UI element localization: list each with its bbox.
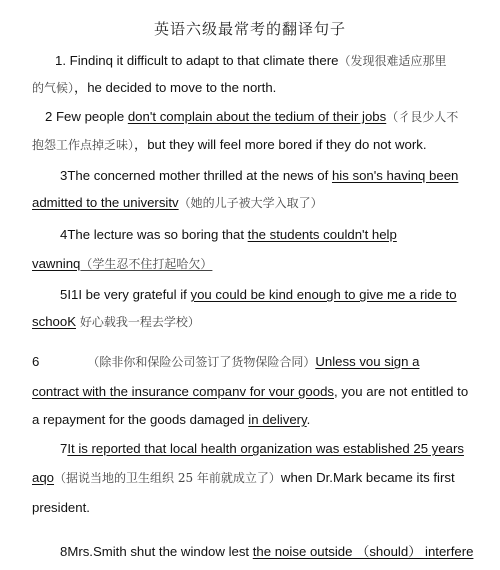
sentence-2-prefix: 2 Few people [45,109,128,124]
sentence-6-line-1 [32,353,419,371]
sentence-6-chinese: （除非你和保险公司签订了货物保险合同） [87,355,316,369]
sentence-8-line-1 [60,543,473,561]
sentence-5-underlined: you could be kind enough to give me a ride to [190,287,457,302]
sentence-7-number: 7 [60,441,68,456]
sentence-6-english-line-3: a repayment for the goods damaged [32,412,249,427]
sentence-5-line-1 [60,286,457,304]
sentence-7-line-1 [60,440,464,458]
sentence-6-underlined-end: in delivery [248,412,307,427]
sentence-6-period: . [306,412,311,427]
sentence-5-chinese: 好心载我一程去学校） [76,315,200,329]
sentence-4-underlined-cont: vawninq [32,256,81,271]
sentence-7-english-cont: when Dr.Mark became its first [280,470,455,485]
sentence-4-line-2 [32,255,212,273]
sentence-3-underlined: his son's havinq been [331,168,459,183]
sentence-2-chinese-cont: 抱怨工作点掉乏味） [32,138,135,152]
sentence-2-english-cont: ，but they will feel more bored if they do not work. [134,137,427,152]
sentence-3-line-2 [32,194,323,212]
sentence-5-prefix: 5I1I be very grateful if [60,287,191,302]
sentence-7-underlined-cont: aqo [32,470,55,485]
sentence-2-underlined: don't complain about the tedium of their jobs [127,109,387,124]
sentence-5-line-2 [32,313,200,331]
sentence-8-prefix: 8Mrs.Smith shut the window lest [60,544,253,559]
sentence-6-underlined-cont: contract with the insurance companv for vour goods [32,384,335,399]
sentence-7-line-2 [32,469,455,487]
sentence-6-line-2 [32,383,468,401]
sentence-7-english-line-3: president. [32,500,90,515]
sentence-7-line-3 [32,499,90,517]
sentence-1-english-cont: ，he decided to move to the north. [74,80,277,95]
sentence-3-chinese: （她的儿子被大学入取了） [178,196,323,210]
sentence-3-line-1 [60,167,458,185]
sentence-6-underlined: Unless vou sign a [315,354,420,369]
sentence-2-line-2 [32,136,426,154]
sentence-1-english: 1. Findinq it difficult to adapt to that climate there [55,53,339,68]
sentence-3-prefix: 3The concerned mother thrilled at the news of [60,168,332,183]
sentence-8-underlined: the noise outside （should） interfere [252,544,474,559]
sentence-7-chinese: （据说当地的卫生组织 25 年前就成立了） [54,471,281,485]
sentence-1-line-1 [0,52,446,70]
sentence-6-english-cont: , you are not entitled to [334,384,469,399]
sentence-4-prefix: 4The lecture was so boring that [60,227,248,242]
sentence-6-line-3 [32,411,310,429]
sentence-2-chinese: （彳艮少人不 [386,110,459,124]
sentence-6-number: 6 [32,354,40,369]
sentence-1-chinese-cont: 的气候） [32,81,75,95]
sentence-2-line-1 [45,108,458,126]
document-title: 英语六级最常考的翻译句子 [153,20,346,38]
sentence-5-underlined-cont: schooK [32,314,76,329]
sentence-4-underlined: the students couldn't help [247,227,397,242]
sentence-1-chinese: （发现很难适应那里 [338,54,447,68]
sentence-4-chinese: （学生忍不住打起哈欠） [80,257,213,271]
sentence-4-line-1 [60,226,397,244]
sentence-7-underlined: It is reported that local health organization was established 25 years [67,441,464,456]
sentence-3-underlined-cont: admitted to the universitv [32,195,179,210]
sentence-1-line-2 [32,79,276,97]
